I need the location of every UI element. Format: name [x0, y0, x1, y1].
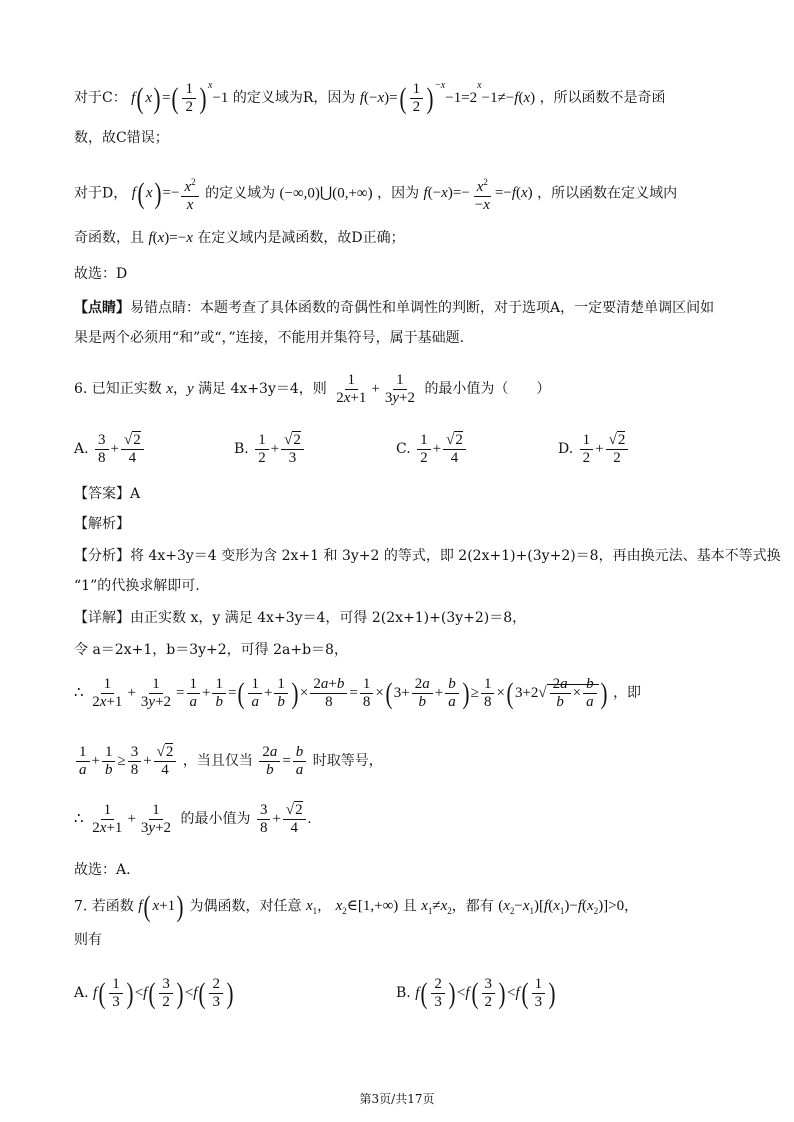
q6-analysis-line1: 【分析】将 4x+3y＝4 变形为含 2x+1 和 3y+2 的等式，即 2(2x+1)+(3y+2)＝8，再由换元法、基本不等式换 [74, 548, 781, 564]
option-c-conclusion: 数，故C错误； [74, 130, 169, 146]
q6-analysis-line2: “1”的代换求解即可. [74, 578, 200, 594]
page-footer: 第3页/共17页 [359, 1092, 435, 1106]
question-7-stem: 7. 若函数 f( x+1) 为偶函数，对任意 $x_1$， $x_2\in[1,+\infty)$ 且 $x_1\ne x_2$，都有 $(x_2-x_1)[f(x_1)-f(x_2)]>0$， [74, 890, 639, 923]
tip-line1: 【点睛】易错点睛：本题考查了具体函数的奇偶性和单调性的判断，对于选项A，一定要清楚单调区间如 [74, 300, 715, 316]
q6-option-c: C. $\frac{1}{2}$ + $\frac{√2}{4}$ [396, 432, 468, 467]
q6-detail-conclusion: ∴ $\frac{1}{2x+1}$ + $\frac{1}{3y+2}$ 的最小值为 $\frac{3}{8}$ + $\frac{√2}{4}$ . [74, 802, 312, 836]
q6-answer: 【答案】A [74, 486, 141, 502]
question-6-stem: 6. 已知正实数 x，y 满足 4x+3y＝4，则 $\frac{1}{2x+1}$ + $\frac{1}{3y+2}$ 的最小值为（ ） [74, 372, 551, 406]
q6-option-b: B. $\frac{1}{2}$ + $\frac{√2}{3}$ [234, 432, 306, 467]
q6-detail-equality: $\frac{1}{a}$ + $\frac{1}{b}$ ≥ $\frac{3}{8}$ + $\frac{√2}{4}$ ，当且仅当 $\frac{2a}{b}$ = $\frac{b}{a}$ 时取等号， [74, 744, 383, 779]
q6-detail-line1: 【详解】由正实数 x，y 满足 4x+3y＝4，可得 2(2x+1)+(3y+2)＝8， [74, 610, 527, 626]
q5-answer-choice: 故选：D [74, 266, 128, 282]
q6-analysis-heading: 【解析】 [74, 516, 130, 532]
q7-option-a: A. f( $\frac{1}{3}$ ) <f( $\frac{3}{2}$ ) <f( $\frac{2}{3}$ ) [74, 976, 234, 1010]
option-c-analysis-line1: 对于C： f( x) =( $\frac{1}{2}$ ) $^x$−1 的定义域为R，因为 f(−x)=( $\frac{1}{2}$ ) $^{-x}-1=2^x-1\ne-f(x)$ ，所以函数不是奇函 [74, 80, 666, 116]
q6-detail-line2: 令 a＝2x+1，b＝3y+2，可得 2a+b＝8， [74, 642, 348, 658]
question-7-stem-line2: 则有 [74, 932, 102, 948]
q6-option-a: A. $\frac{3}{8}$ + $\frac{√2}{4}$ [74, 432, 146, 467]
q6-detail-derivation: ∴ $\frac{1}{2x+1}$ + $\frac{1}{3y+2}$ = $\frac{1}{a}$ + $\frac{1}{b}$ =( $\frac{1}{a}$ + $\frac{1}{b}$ ) × $\frac{2a+b}{8}$ = $\frac{1}{8}$ ×( 3+ $\frac{2a}{b}$ + $\frac{b}{a}$ ) ≥ $\frac{1}{8}$ ×( 3+2√ $\frac{2a}{b}$ × $\frac{b}{a}$ ) ，即 [74, 676, 642, 710]
tip-line2: 果是两个必须用“和”或“，”连接，不能用并集符号，属于基础题. [74, 330, 465, 346]
q6-answer-choice: 故选：A. [74, 862, 131, 878]
option-d-analysis-line1: 对于D， f( x) =− $\frac{x^2}{x}$ 的定义域为 (−∞,0)⋃(0,+∞) ，因为 f(−x)=− $\frac{x^2}{-x}$ =−f(x) ，所以函数在定义域内 [74, 174, 677, 214]
q7-option-b: B. f( $\frac{2}{3}$ ) <f( $\frac{3}{2}$ ) <f( $\frac{1}{3}$ ) [396, 976, 556, 1010]
option-d-analysis-line2: 奇函数，且 f(x)=−x 在定义域内是减函数，故D正确； [74, 230, 405, 246]
q6-option-d: D. $\frac{1}{2}$ + $\frac{√2}{2}$ [558, 432, 630, 467]
